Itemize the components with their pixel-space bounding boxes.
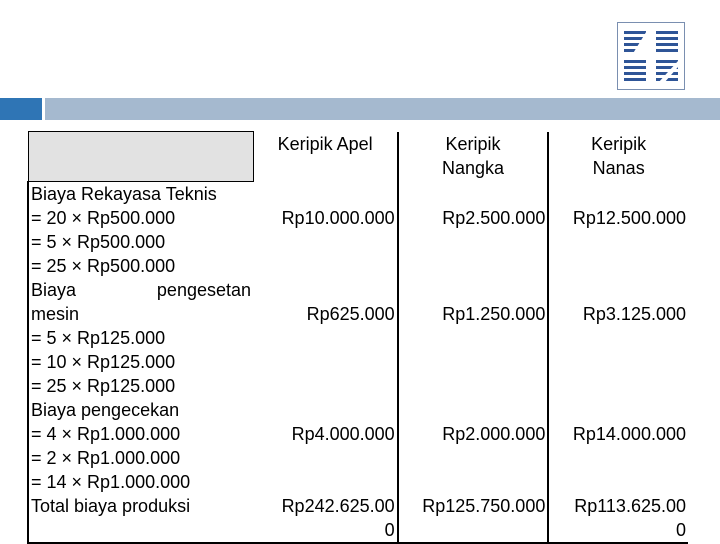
total-apel-line2: 0 [384, 520, 395, 540]
value-nanas: Rp14.000.000 [572, 424, 686, 444]
desc-line: Total biaya produksi [31, 496, 191, 516]
desc-line: = 5 × Rp125.000 [31, 328, 166, 348]
header-bar-accent [0, 98, 42, 120]
row-description [28, 398, 253, 494]
table-row-pengecekan [28, 398, 688, 494]
desc-line: = 20 × Rp500.000 [31, 208, 176, 228]
table-row-pengesetan [28, 278, 688, 398]
desc-title-right: pengesetan [156, 280, 252, 300]
desc-line: = 2 × Rp1.000.000 [31, 448, 181, 468]
desc-line: Biaya pengecekan [31, 400, 180, 420]
desc-line: Biaya Rekayasa Teknis [31, 184, 217, 204]
desc-title-left: Biaya [31, 280, 77, 300]
header-keripik-apel-label: Keripik Apel [277, 133, 373, 154]
cost-table [27, 131, 688, 544]
row-description [28, 278, 253, 398]
value-nangka: Rp2.000.000 [398, 398, 549, 494]
desc-line: mesin [31, 304, 80, 324]
value-apel: Rp4.000.000 [253, 398, 398, 494]
total-apel-line1: Rp242.625.00 [281, 496, 395, 516]
header-keripik-nanas-line1: Keripik [591, 133, 647, 154]
header-keripik-apel [253, 132, 398, 182]
table-row-total [28, 494, 688, 543]
desc-line: = 25 × Rp125.000 [31, 376, 176, 396]
desc-line: = 25 × Rp500.000 [31, 256, 176, 276]
row-description [28, 494, 253, 543]
table-row-rekayasa [28, 182, 688, 279]
row-description [28, 182, 253, 279]
value-nangka: Rp2.500.000 [398, 182, 549, 279]
table-header-row [28, 132, 688, 182]
value-apel-total [253, 494, 398, 543]
header-keripik-nangka-line1: Keripik [445, 133, 501, 154]
value-apel: Rp625.000 [253, 278, 398, 398]
header-keripik-nangka [398, 132, 549, 182]
value-nanas: Rp12.500.000 [572, 207, 686, 228]
value-nanas-total [548, 494, 688, 543]
desc-title [31, 278, 251, 302]
logo-icon [617, 22, 685, 90]
value-nangka: Rp1.250.000 [398, 278, 549, 398]
header-keripik-nangka-line2: Nangka [441, 157, 505, 178]
desc-line: = 10 × Rp125.000 [31, 352, 176, 372]
header-bar [45, 98, 720, 120]
total-nanas-line2: 0 [675, 520, 686, 540]
desc-line: = 14 × Rp1.000.000 [31, 472, 191, 492]
header-empty-cell [28, 132, 253, 182]
value-nangka-total: Rp125.750.000 [398, 494, 549, 543]
desc-line: = 5 × Rp500.000 [31, 232, 166, 252]
header-keripik-nanas-line2: Nanas [592, 157, 645, 178]
value-apel: Rp10.000.000 [253, 182, 398, 279]
value-nanas: Rp3.125.000 [582, 304, 686, 324]
total-nanas-line1: Rp113.625.00 [574, 496, 686, 516]
header-keripik-nanas [548, 132, 688, 182]
desc-line: = 4 × Rp1.000.000 [31, 424, 181, 444]
